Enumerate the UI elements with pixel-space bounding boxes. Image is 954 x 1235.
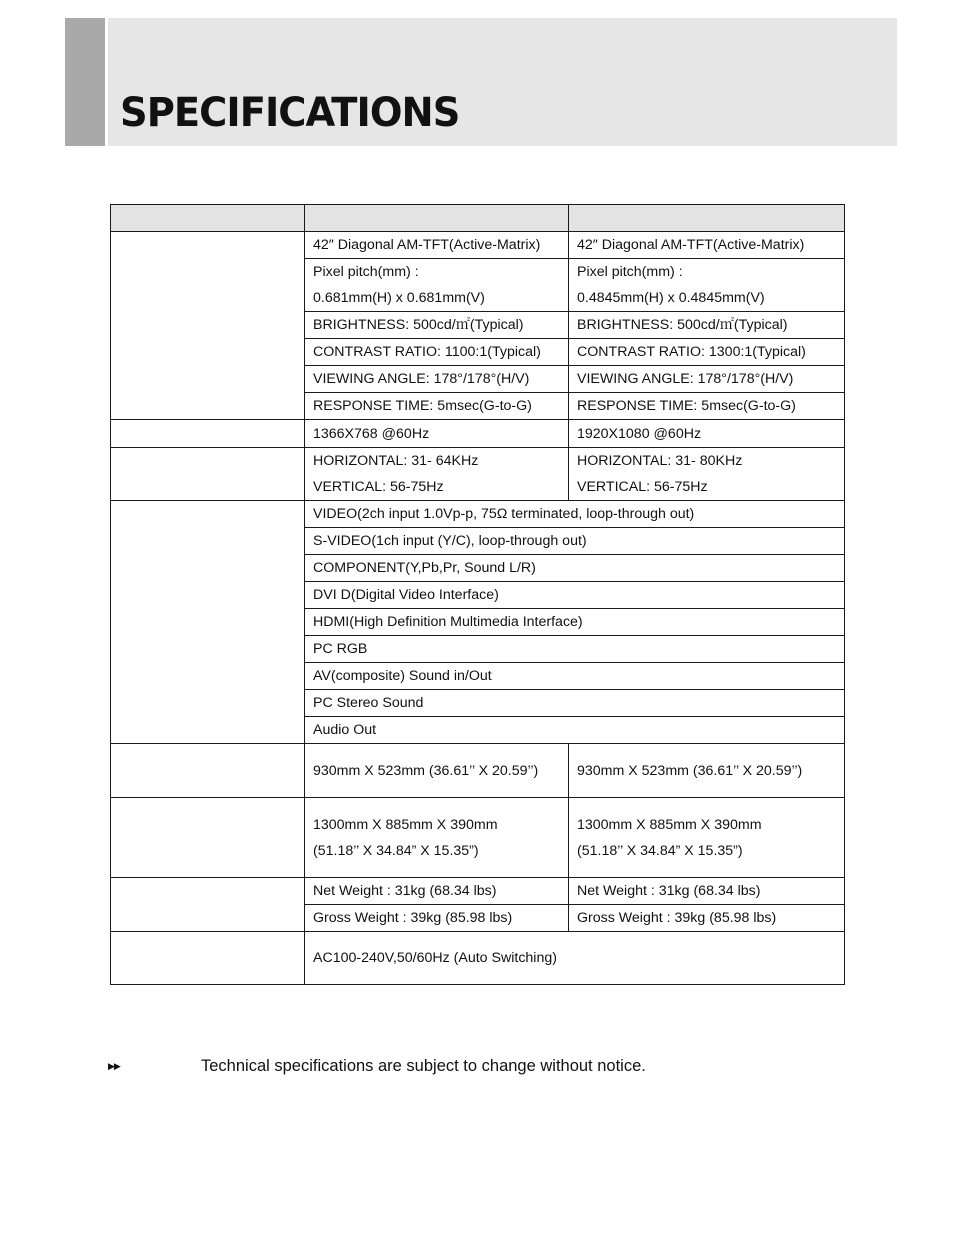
specifications-table xyxy=(110,204,845,985)
gross-weight-cell: Gross Weight : 39kg (85.98 lbs) xyxy=(569,905,845,932)
frequency-cell xyxy=(305,448,569,501)
input-cell: COMPONENT(Y,Pb,Pr, Sound L/R) xyxy=(305,555,845,582)
header-cell-model-1 xyxy=(305,205,569,232)
net-weight-cell: Net Weight : 31kg (68.34 lbs) xyxy=(305,878,569,905)
table-row xyxy=(111,798,845,878)
vertical-frequency: VERTICAL: 56-75Hz xyxy=(577,479,708,495)
header-banner xyxy=(108,18,897,146)
table-header-row xyxy=(111,205,845,232)
table-row xyxy=(111,932,845,985)
contrast-cell: CONTRAST RATIO: 1100:1(Typical) xyxy=(305,339,569,366)
response-time-cell: RESPONSE TIME: 5msec(G-to-G) xyxy=(305,393,569,420)
pixel-pitch-value: 0.681mm(H) x 0.681mm(V) xyxy=(313,290,485,306)
input-cell: DVI D(Digital Video Interface) xyxy=(305,582,845,609)
resolution-cell: 1366X768 @60Hz xyxy=(305,420,569,448)
resolution-cell: 1920X1080 @60Hz xyxy=(569,420,845,448)
input-cell: HDMI(High Definition Multimedia Interface) xyxy=(305,609,845,636)
label-cell-inputs xyxy=(111,501,305,744)
table-row xyxy=(111,420,845,448)
gross-weight-cell: Gross Weight : 39kg (85.98 lbs) xyxy=(305,905,569,932)
table-row xyxy=(111,501,845,528)
panel-type-cell: 42″ Diagonal AM-TFT(Active-Matrix) xyxy=(569,232,845,259)
viewing-angle-cell: VIEWING ANGLE: 178°/178°(H/V) xyxy=(569,366,845,393)
pixel-pitch-cell xyxy=(305,259,569,312)
table-row xyxy=(111,878,845,905)
dimensions-imperial: (51.18’’ X 34.84” X 15.35”) xyxy=(577,842,743,859)
pixel-pitch-cell xyxy=(569,259,845,312)
label-cell-dimensions xyxy=(111,798,305,878)
horizontal-frequency: HORIZONTAL: 31- 80KHz xyxy=(577,453,743,469)
label-cell-panel xyxy=(111,232,305,420)
vertical-frequency: VERTICAL: 56-75Hz xyxy=(313,479,444,495)
brightness-cell: BRIGHTNESS: 500cd/㎡(Typical) xyxy=(569,312,845,339)
viewing-angle-cell: VIEWING ANGLE: 178°/178°(H/V) xyxy=(305,366,569,393)
label-cell-power xyxy=(111,932,305,985)
response-time-cell: RESPONSE TIME: 5msec(G-to-G) xyxy=(569,393,845,420)
screen-size-cell: 930mm X 523mm (36.61’’ X 20.59’’) xyxy=(569,744,845,798)
header-cell-item xyxy=(111,205,305,232)
brightness-cell: BRIGHTNESS: 500cd/㎡(Typical) xyxy=(305,312,569,339)
pixel-pitch-label: Pixel pitch(mm) : xyxy=(313,264,419,280)
label-cell-weight xyxy=(111,878,305,932)
dimensions-metric: 1300mm X 885mm X 390mm xyxy=(577,816,762,833)
input-cell: VIDEO(2ch input 1.0Vp-p, 75Ω terminated, loop-through out) xyxy=(305,501,845,528)
table-row xyxy=(111,744,845,798)
input-cell: AV(composite) Sound in/Out xyxy=(305,663,845,690)
panel-type-cell: 42″ Diagonal AM-TFT(Active-Matrix) xyxy=(305,232,569,259)
input-cell: PC Stereo Sound xyxy=(305,690,845,717)
input-cell: PC RGB xyxy=(305,636,845,663)
pixel-pitch-value: 0.4845mm(H) x 0.4845mm(V) xyxy=(577,290,765,306)
power-cell: AC100-240V,50/60Hz (Auto Switching) xyxy=(305,932,845,985)
pixel-pitch-label: Pixel pitch(mm) : xyxy=(577,264,683,280)
page-title: SPECIFICATIONS xyxy=(120,90,460,136)
table-row xyxy=(111,232,845,259)
net-weight-cell: Net Weight : 31kg (68.34 lbs) xyxy=(569,878,845,905)
disclaimer-text: Technical specifications are subject to change without notice. xyxy=(201,1057,646,1075)
screen-size-cell: 930mm X 523mm (36.61’’ X 20.59’’) xyxy=(305,744,569,798)
label-cell-screen-size xyxy=(111,744,305,798)
dimensions-metric: 1300mm X 885mm X 390mm xyxy=(313,816,498,833)
dimensions-cell xyxy=(569,798,845,878)
frequency-cell xyxy=(569,448,845,501)
contrast-cell: CONTRAST RATIO: 1300:1(Typical) xyxy=(569,339,845,366)
header-side-bar xyxy=(65,18,105,146)
dimensions-imperial: (51.18’’ X 34.84” X 15.35”) xyxy=(313,842,479,859)
table-row xyxy=(111,448,845,501)
input-cell: Audio Out xyxy=(305,717,845,744)
label-cell-resolution xyxy=(111,420,305,448)
label-cell-frequency xyxy=(111,448,305,501)
header-cell-model-2 xyxy=(569,205,845,232)
double-triangle-right-icon: ▶▶ xyxy=(108,1061,120,1071)
input-cell: S-VIDEO(1ch input (Y/C), loop-through out) xyxy=(305,528,845,555)
dimensions-cell xyxy=(305,798,569,878)
horizontal-frequency: HORIZONTAL: 31- 64KHz xyxy=(313,453,479,469)
